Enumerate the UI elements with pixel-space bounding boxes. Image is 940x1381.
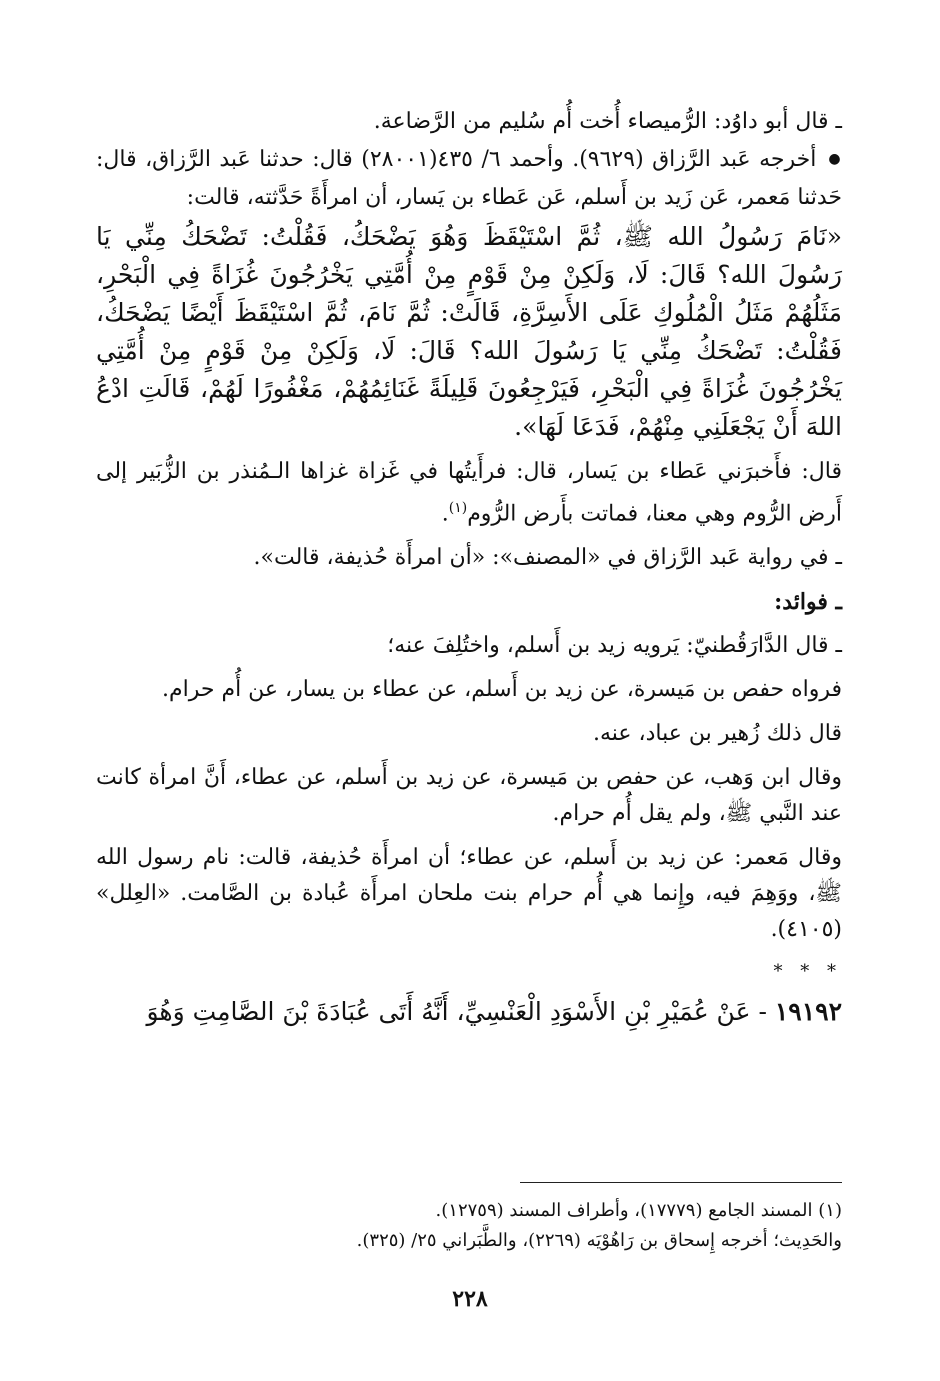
paragraph-zuhair: قال ذلك زُهير بن عباد، عنه.: [592, 721, 842, 747]
footnote-divider: [520, 1182, 842, 1183]
hadith-text: «نَامَ رَسُولُ الله ﷺ، ثُمَّ اسْتَيْقَظَ وَهُوَ يَضْحَكُ، فَقُلْتُ: تَضْحَكُ مِنِّي يَا رَسُولَ الله؟ قَالَ: لَا، وَلَكِنْ مِنْ قَوْمٍ مِنْ أُمَّتِي يَخْرُجُونَ غُزَاةً فِي الْبَحْرِ، مَثَلُهُمْ مَثَلُ الْمُلُوكِ عَلَى الأَسِرَّةِ، قَالَتْ: ثُمَّ نَامَ، ثُمَّ اسْتَيْقَظَ أَيْضًا يَضْحَكُ، فَقُلْتُ: تَضْحَكُ مِنِّي يَا رَسُولَ الله؟ قَالَ: لَا، وَلَكِنْ مِنْ قَوْمٍ مِنْ أُمَّتِي يَخْرُجُونَ غُزَاةً فِي الْبَحْرِ، فَيَرْجِعُونَ قَلِيلَةً غَنَائِمُهُمْ، مَغْفُورًا لَهُمْ، قَالَتِ ادْعُ اللهَ أَنْ يَجْعَلَنِي مِنْهُمْ، فَدَعَا لَهَا».: [96, 222, 842, 441]
paragraph-ata-report: [96, 454, 842, 532]
paragraph-ata-report-text: قال: فأَخبرَني عَطاء بن يَسار، قال: فرأَيتُها في غَزاة غزاها الـمُنذر بن الزُّبَير إلى أَرض الرُّوم وهي معنا، فماتت بأَرض الرُّوم: [96, 459, 842, 527]
footnote-reference: (١): [448, 500, 468, 516]
footnote-1: (١) المسند الجامع (١٧٧٧٩)، وأطراف المسند (١٢٧٥٩).: [435, 1200, 842, 1221]
paragraph-musannaf-variant: ـ في رواية عَبد الرَّزاق في «المصنف»: «أن امرأَة حُذيفة، قالت».: [253, 545, 842, 571]
page-number: ٢٢٨: [452, 1286, 488, 1312]
hadith-number: ١٩١٩٢: [774, 997, 842, 1027]
footnotes: [96, 1196, 842, 1256]
hadith-dash: -: [750, 997, 775, 1027]
fawaid-heading: ـ فوائد:: [774, 589, 842, 616]
paragraph-abu-dawud-note: ـ قال أبو داوُد: الرُّميصاء أُخت أُم سُليم من الرَّضاعة.: [373, 109, 842, 134]
section-separator: * * *: [773, 961, 842, 983]
paragraph-hafs-narration: فرواه حفص بن مَيسرة، عن زيد بن أَسلم، عن عطاء بن يسار، عن أُم حرام.: [161, 677, 842, 703]
paragraph-takhrij: ● أخرجه عَبد الرَّزاق (٩٦٢٩). وأحمد ٦/ ٤٣٥(٢٨٠٠١) قال: حدثنا عَبد الرَّزاق، قال: حَدثنا مَعمر، عَن زَيد بن أَسلم، عَن عَطاء بن يَسار، أن امرأَةً حَدَّثته، قالت:: [96, 142, 842, 216]
next-hadith-heading: [96, 992, 842, 1032]
paragraph-daraqutni: ـ قال الدَّارَقُطنيّ: يَرويه زيد بن أَسلم، واختُلِفَ عنه؛: [387, 633, 842, 659]
footnote-2: والحَدِيث؛ أخرجه إِسحاق بن رَاهُوْيَه (٢٢٦٩)، والطَّبَراني ٢٥/ (٣٢٥).: [356, 1230, 842, 1251]
paragraph-mamar: وقال مَعمر: عن زيد بن أَسلم، عن عطاء؛ أن امرأَة حُذيفة، قالت: نام رسول الله ﷺ، ووَهِمَ فيه، وإِنما هي أُم حرام بنت ملحان امرأَة عُبادة بن الصَّامت. «العِلل» (٤١٠٥).: [96, 845, 842, 943]
paragraph-ata-report-end: .: [441, 501, 449, 527]
hadith-opening-text: عَنْ عُمَيْرِ بْنِ الأَسْوَدِ الْعَنْسِيِّ، أَنَّهُ أَتَى عُبَادَةَ بْنَ الصَّامِتِ وَهُوَ: [146, 997, 751, 1027]
main-text: [96, 104, 842, 1032]
paragraph-ibn-wahb: وقال ابن وَهب، عن حفص بن مَيسرة، عن زيد بن أَسلم، عن عطاء، أَنَّ امرأة كانت عند النَّبي ﷺ، ولم يقل أُم حرام.: [96, 765, 842, 827]
